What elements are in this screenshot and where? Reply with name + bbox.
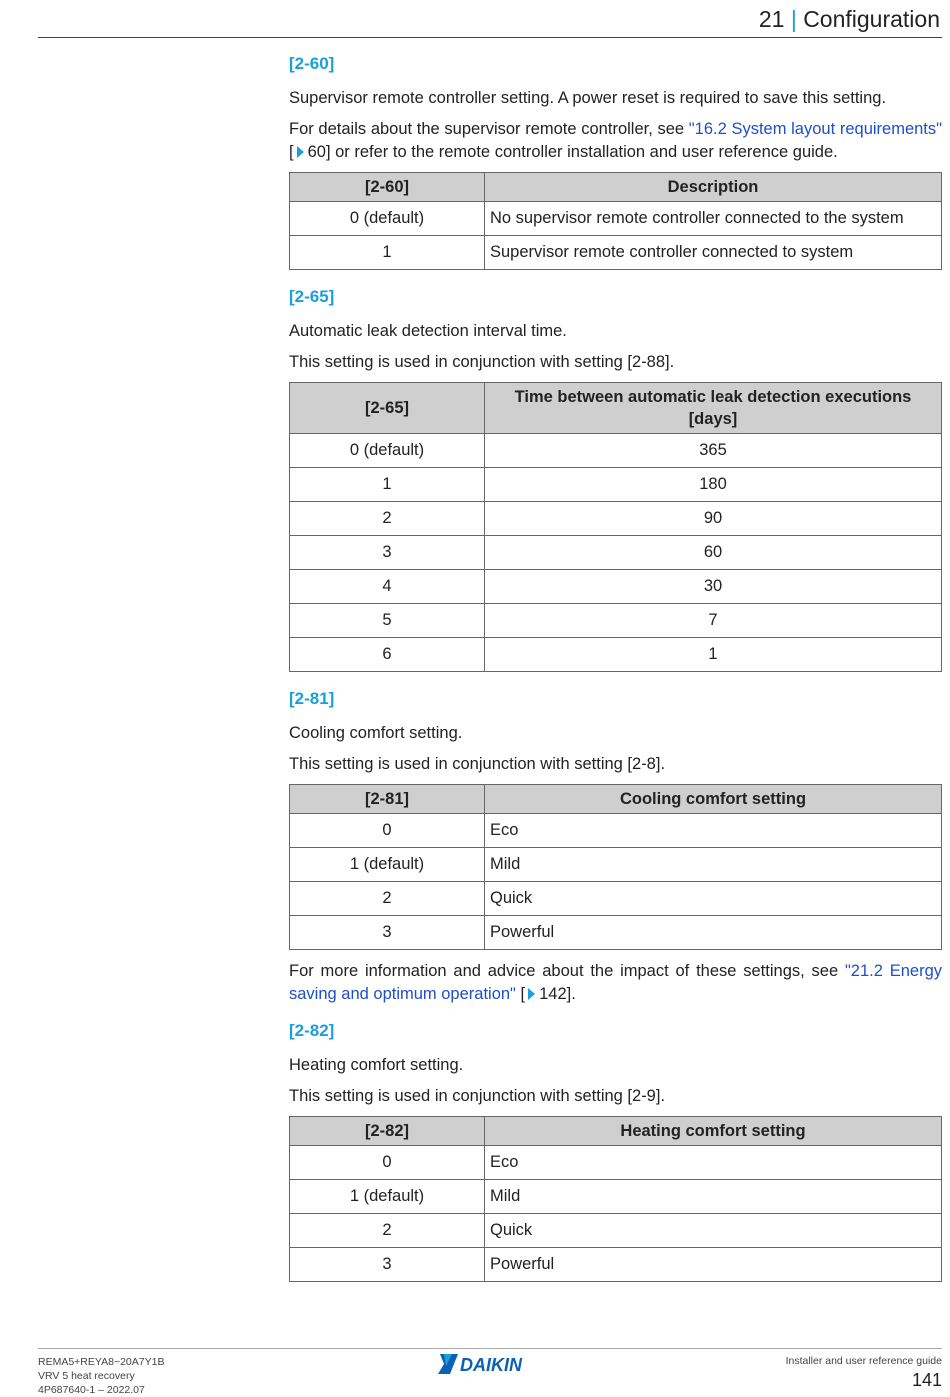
cross-reference-link[interactable]: "21.2 Energy saving and optimum operation" — [289, 962, 942, 1003]
table-row — [290, 536, 942, 570]
setting-description: Eco — [485, 814, 942, 848]
header-separator: | — [790, 6, 797, 32]
text-run: ] or refer to the remote controller installation and user reference guide. — [325, 143, 838, 161]
column-header: [2-65] — [290, 383, 485, 434]
setting-description: Powerful — [485, 916, 942, 950]
setting-value: 3 — [290, 536, 485, 570]
setting-value: 2 — [290, 502, 485, 536]
table-header-row — [290, 173, 942, 202]
footer-doc-code: 4P687640-1 – 2022.07 — [38, 1384, 145, 1396]
text-run: For details about the supervisor remote controller, see — [289, 120, 689, 138]
column-header: Description — [485, 173, 942, 202]
setting-description: Supervisor remote controller connected to system — [485, 236, 942, 270]
chapter-title: Configuration — [803, 6, 940, 32]
section-title: [2-60] — [289, 54, 335, 73]
footer-guide-title: Installer and user reference guide — [785, 1355, 942, 1367]
setting-value: 0 — [290, 1146, 485, 1180]
footer-divider — [38, 1348, 942, 1349]
paragraph: Cooling comfort setting. — [289, 724, 463, 742]
table-row — [290, 570, 942, 604]
setting-description: 1 — [485, 638, 942, 672]
setting-description: Mild — [485, 1180, 942, 1214]
table-row — [290, 604, 942, 638]
setting-value: 6 — [290, 638, 485, 672]
page-arrow-icon — [297, 146, 304, 158]
table-row — [290, 1248, 942, 1282]
table-row — [290, 1180, 942, 1214]
paragraph: This setting is used in conjunction with setting [2-88]. — [289, 353, 675, 371]
table-header-row — [290, 785, 942, 814]
table-row — [290, 468, 942, 502]
page-reference[interactable]: 142 — [539, 985, 567, 1003]
table-row — [290, 434, 942, 468]
table-header-row — [290, 1117, 942, 1146]
setting-value: 0 (default) — [290, 202, 485, 236]
header-divider — [38, 37, 942, 38]
page-number: 141 — [911, 1370, 942, 1390]
setting-value: 3 — [290, 1248, 485, 1282]
setting-description: 180 — [485, 468, 942, 502]
setting-value: 1 — [290, 236, 485, 270]
setting-description: Mild — [485, 848, 942, 882]
column-header: Heating comfort setting — [485, 1117, 942, 1146]
text-run: [ — [515, 985, 526, 1003]
setting-description: No supervisor remote controller connected to the system — [485, 202, 942, 236]
text-run: ]. — [566, 985, 576, 1003]
setting-value: 2 — [290, 1214, 485, 1248]
text-run: For more information and advice about the impact of these settings, see — [289, 962, 845, 980]
page-arrow-icon — [528, 988, 535, 1000]
setting-description: 90 — [485, 502, 942, 536]
footer-model: REMA5+REYA8~20A7Y1B — [38, 1356, 165, 1368]
table-row — [290, 1146, 942, 1180]
paragraph: Heating comfort setting. — [289, 1056, 464, 1074]
setting-value: 1 (default) — [290, 848, 485, 882]
table-header-row — [290, 383, 942, 434]
setting-value: 0 — [290, 814, 485, 848]
table-row — [290, 848, 942, 882]
setting-value: 1 — [290, 468, 485, 502]
table-row — [290, 882, 942, 916]
setting-value: 2 — [290, 882, 485, 916]
column-header: [2-82] — [290, 1117, 485, 1146]
setting-description: 60 — [485, 536, 942, 570]
advice-paragraph — [289, 960, 942, 1006]
setting-description: 30 — [485, 570, 942, 604]
setting-table — [289, 172, 942, 270]
main-content — [289, 53, 942, 1298]
chapter-number: 21 — [758, 6, 785, 32]
setting-value: 4 — [290, 570, 485, 604]
section-title: [2-82] — [289, 1021, 335, 1040]
paragraph: Automatic leak detection interval time. — [289, 322, 567, 340]
setting-table — [289, 382, 942, 672]
table-row — [290, 1214, 942, 1248]
table-row — [290, 916, 942, 950]
daikin-logo — [438, 1352, 542, 1376]
table-row — [290, 202, 942, 236]
setting-description: 7 — [485, 604, 942, 638]
table-row — [290, 502, 942, 536]
table-row — [290, 638, 942, 672]
footer-product: VRV 5 heat recovery — [38, 1370, 135, 1382]
cross-reference-link[interactable]: "16.2 System layout requirements" — [688, 120, 943, 138]
paragraph: Supervisor remote controller setting. A power reset is required to save this setting. — [289, 89, 887, 107]
paragraph: This setting is used in conjunction with setting [2-9]. — [289, 1087, 666, 1105]
column-header: [2-60] — [290, 173, 485, 202]
table-row — [290, 814, 942, 848]
table-row — [290, 236, 942, 270]
paragraph: This setting is used in conjunction with setting [2-8]. — [289, 755, 666, 773]
setting-description: Quick — [485, 882, 942, 916]
column-header: Cooling comfort setting — [485, 785, 942, 814]
setting-value: 0 (default) — [290, 434, 485, 468]
column-header: [2-81] — [290, 785, 485, 814]
page-header — [759, 6, 940, 33]
setting-description: Powerful — [485, 1248, 942, 1282]
footer-document-info — [38, 1355, 164, 1397]
setting-value: 3 — [290, 916, 485, 950]
detail-paragraph — [289, 118, 942, 164]
text-run: [ — [289, 143, 294, 161]
column-header: Time between automatic leak detection executions [days] — [485, 383, 942, 434]
setting-description: 365 — [485, 434, 942, 468]
setting-table — [289, 1116, 942, 1282]
page-reference[interactable]: 60 — [307, 143, 326, 161]
setting-value: 5 — [290, 604, 485, 638]
section-title: [2-81] — [289, 689, 335, 708]
section-title: [2-65] — [289, 287, 335, 306]
setting-description: Quick — [485, 1214, 942, 1248]
logo-wordmark: DAIKIN — [460, 1355, 522, 1375]
setting-value: 1 (default) — [290, 1180, 485, 1214]
setting-description: Eco — [485, 1146, 942, 1180]
setting-table — [289, 784, 942, 950]
